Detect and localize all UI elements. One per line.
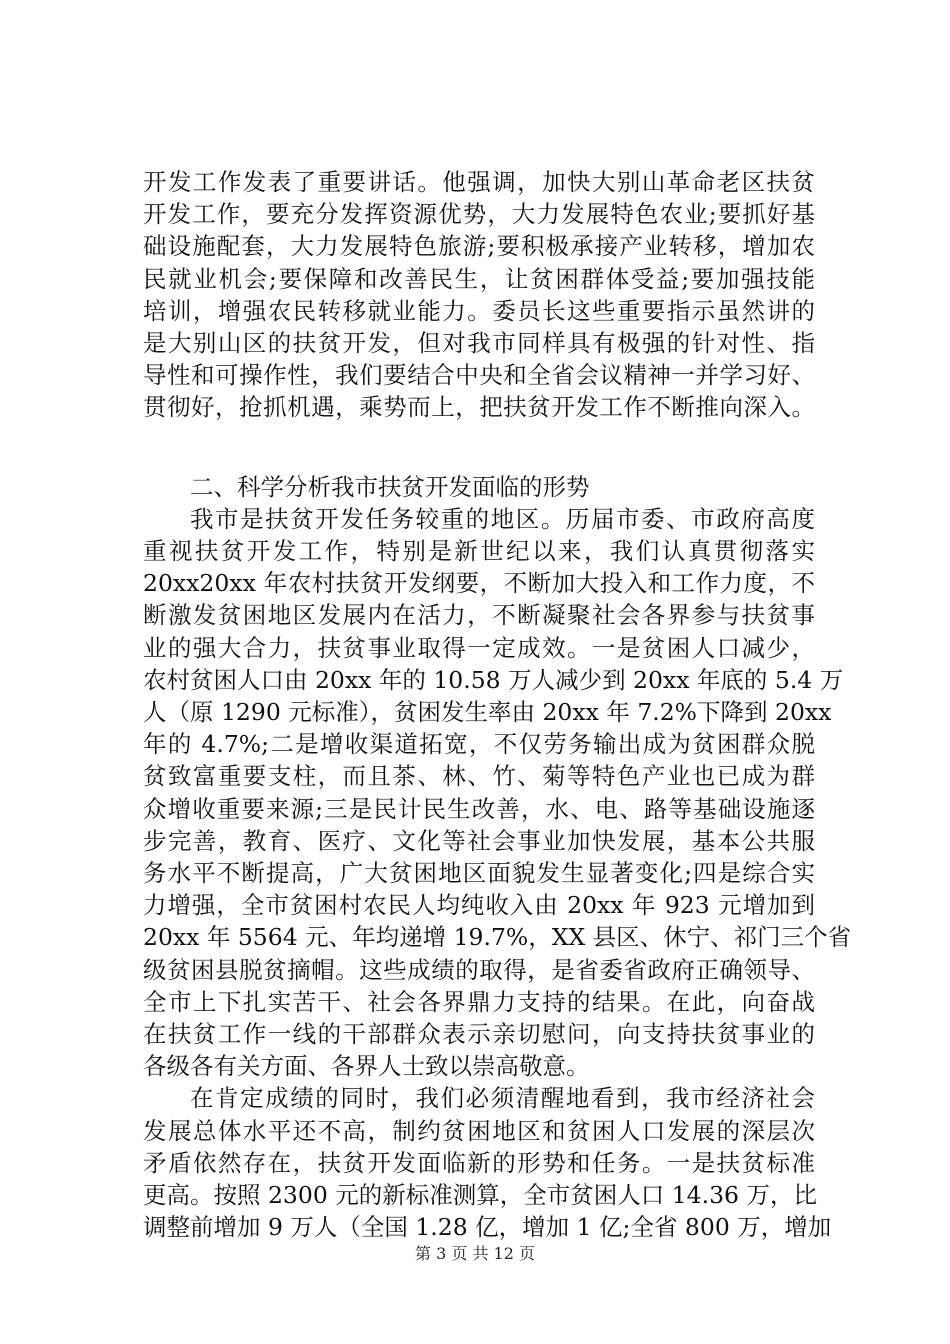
text-line: 开发工作，要充分发挥资源优势，大力发展特色农业;要抓好基 (143, 200, 815, 229)
text-line: 是大别山区的扶贫开发，但对我市同样具有极强的针对性、指 (143, 329, 815, 358)
text-line: 培训，增强农民转移就业能力。委员长这些重要指示虽然讲的 (143, 296, 815, 325)
text-line: 我市是扶贫开发任务较重的地区。历届市委、市政府高度 (190, 504, 815, 533)
paragraph-1 (143, 166, 815, 424)
text-line: 在肯定成绩的同时，我们必须清醒地看到，我市经济社会 (190, 1084, 815, 1113)
page-footer: 第 3 页 共 12 页 (415, 1244, 535, 1263)
text-line: 矛盾依然存在，扶贫开发面临新的形势和任务。一是扶贫标准 (143, 1148, 815, 1177)
text-line: 贯彻好，抢抓机遇，乘势而上，把扶贫开发工作不断推向深入。 (143, 393, 815, 422)
text-line: 更高。按照 2300 元的新标准测算，全市贫困人口 14.36 万，比 (143, 1181, 817, 1210)
text-line: 在扶贫工作一线的干部群众表示亲切慰问，向支持扶贫事业的 (143, 1020, 815, 1049)
text-line: 步完善，教育、医疗、文化等社会事业加快发展，基本公共服 (143, 826, 815, 855)
text-line: 农村贫困人口由 20xx 年的 10.58 万人减少到 20xx 年底的 5.4 万 (143, 665, 844, 694)
text-line: 20xx 年 5564 元、年均递增 19.7%，XX 县区、休宁、祁门三个省 (143, 923, 852, 952)
text-line: 力增强，全市贫困村农民人均纯收入由 20xx 年 923 元增加到 (143, 891, 815, 920)
text-line: 民就业机会;要保障和改善民生，让贫困群体受益;要加强技能 (143, 264, 815, 293)
paragraph-3 (143, 1082, 832, 1243)
text-line: 开发工作发表了重要讲话。他强调，加快大别山革命老区扶贫 (143, 168, 815, 196)
section-heading: 二、科学分析我市扶贫开发面临的形势 (190, 472, 590, 501)
text-line: 众增收重要来源;三是民计民生改善，水、电、路等基础设施逐 (143, 794, 815, 823)
text-line: 发展总体水平还不高，制约贫困地区和贫困人口发展的深层次 (143, 1116, 815, 1145)
text-line: 各级各有关方面、各界人士致以崇高敬意。 (143, 1052, 590, 1081)
text-line: 务水平不断提高，广大贫困地区面貌发生显著变化;四是综合实 (143, 859, 815, 888)
document-body (143, 166, 852, 1244)
text-line: 年的 4.7%;二是增收渠道拓宽，不仅劳务输出成为贫困群众脱 (143, 730, 815, 759)
text-line: 重视扶贫开发工作，特别是新世纪以来，我们认真贯彻落实 (143, 537, 815, 566)
text-line: 础设施配套，大力发展特色旅游;要积极承接产业转移，增加农 (143, 232, 815, 261)
text-line: 20xx20xx 年农村扶贫开发纲要，不断加大投入和工作力度，不 (143, 569, 815, 598)
text-line: 级贫困县脱贫摘帽。这些成绩的取得，是省委省政府正确领导、 (143, 955, 815, 984)
text-line: 业的强大合力，扶贫事业取得一定成效。一是贫困人口减少， (143, 633, 815, 662)
text-line: 调整前增加 9 万人（全国 1.28 亿，增加 1 亿;全省 800 万，增加 (143, 1213, 832, 1242)
text-line: 导性和可操作性，我们要结合中央和全省会议精神一并学习好、 (143, 361, 815, 390)
text-line: 全市上下扎实苦干、社会各界鼎力支持的结果。在此，向奋战 (143, 987, 815, 1016)
text-line: 人（原 1290 元标准），贫困发生率由 20xx 年 7.2%下降到 20xx (143, 698, 832, 727)
text-line: 贫致富重要支柱，而且茶、林、竹、菊等特色产业也已成为群 (143, 762, 815, 791)
paragraph-2 (143, 503, 852, 1083)
text-line: 断激发贫困地区发展内在活力，不断凝聚社会各界参与扶贫事 (143, 601, 815, 630)
